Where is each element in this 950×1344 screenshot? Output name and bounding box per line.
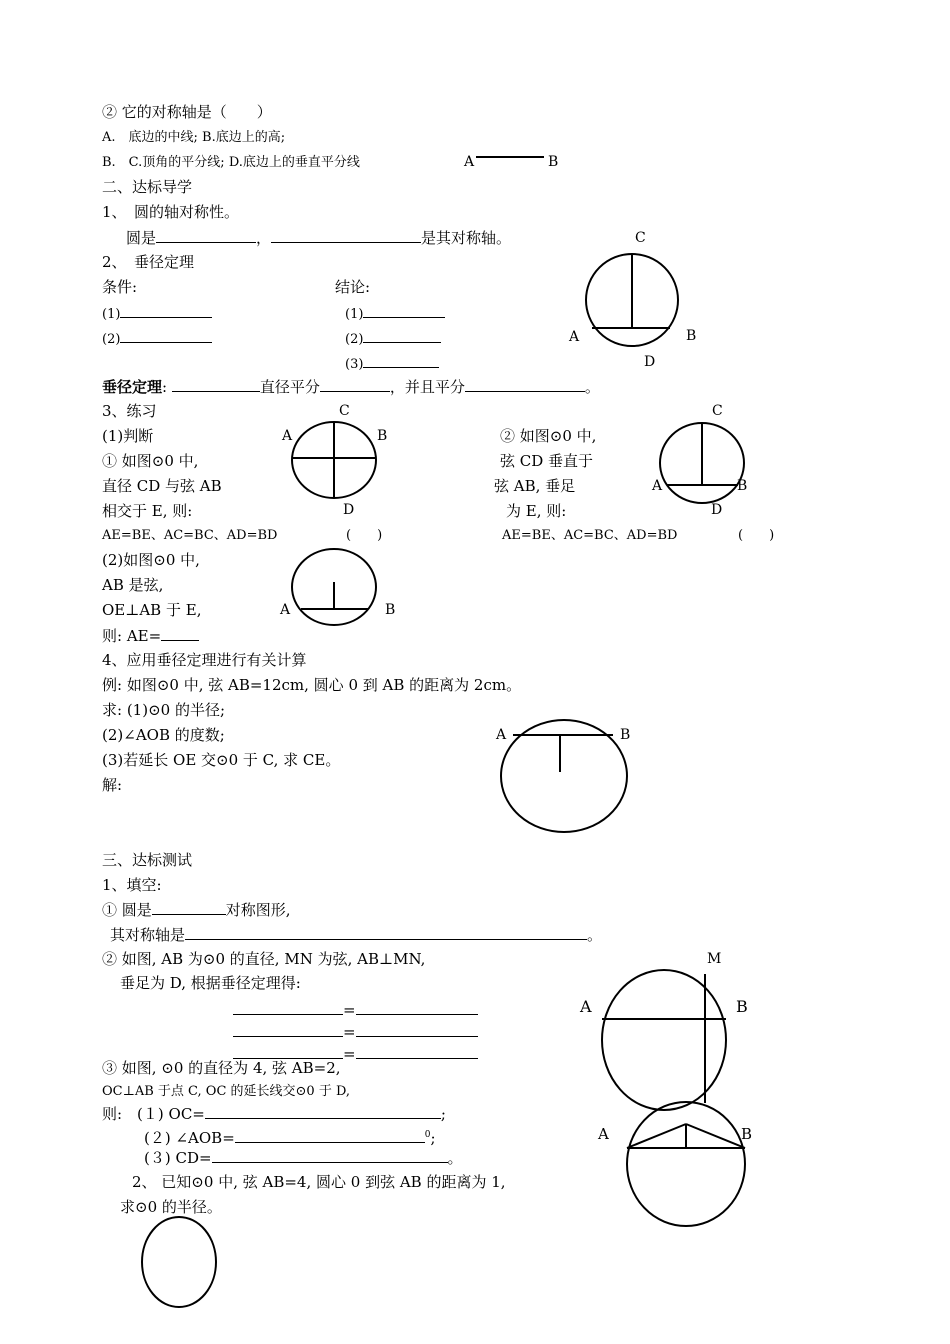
test-3d-label: (２) ∠AOB= (144, 1129, 235, 1147)
figure-circle-7 (627, 1102, 745, 1226)
label-a: A (496, 727, 507, 743)
label-c: C (712, 403, 723, 419)
figure-circle-2 (292, 422, 376, 498)
figure-circle-5 (501, 720, 627, 832)
figure-circle-3 (660, 423, 744, 503)
theorem-label: 垂径定理 (102, 378, 163, 396)
figure-circle-6 (602, 970, 726, 1110)
test-4a: 2、 已知⊙0 中, 弦 AB=4, 圆心 0 到弦 AB 的距离为 1, (132, 1173, 506, 1191)
test-1a-pre: ① 圆是 (102, 901, 152, 919)
option-line-1: A. 底边的中线; B.底边上的高; (102, 130, 286, 145)
test-1a-post: 对称图形, (225, 901, 291, 919)
test-1b-end: 。 (587, 926, 603, 944)
conclusion-1-num: (1) (345, 307, 364, 322)
section-3-heading: 三、达标测试 (102, 851, 193, 869)
test-1-heading: 1、填空: (102, 876, 162, 894)
degree-mark: 0 (424, 1130, 431, 1140)
test-3c-label: 则: (１) OC= (102, 1105, 205, 1123)
label-d: D (343, 502, 355, 518)
label-c: C (635, 230, 646, 246)
section-2-heading: 二、达标导学 (102, 178, 193, 196)
q1-heading: 1、 圆的轴对称性。 (102, 203, 240, 221)
condition-label: 条件: (102, 278, 138, 296)
theorem-colon: : (162, 378, 168, 396)
label-a: A (464, 154, 475, 170)
label-b: B (686, 328, 697, 344)
answer-paren-1: ( ) (346, 528, 383, 543)
label-a: A (652, 478, 663, 494)
conclusion-3-num: (3) (345, 357, 364, 372)
test-2b: 垂足为 D, 根据垂径定理得: (120, 974, 301, 992)
equals-sign: = (343, 1001, 356, 1019)
example-ask-3: (3)若延长 OE 交⊙0 于 C, 求 CE。 (102, 751, 341, 769)
practice-3d-label: 则: AE= (102, 627, 162, 645)
solution-label: 解: (102, 776, 123, 794)
practice-1d: AE=BE、AC=BC、AD=BD (102, 528, 278, 543)
example-ask-2: (2)∠AOB 的度数; (102, 726, 225, 744)
practice-2d: 为 E, 则: (506, 502, 567, 520)
q1-prefix: 圆是 (126, 229, 157, 247)
example-ask-1: 求: (1)⊙0 的半径; (102, 701, 226, 719)
theorem-mid: 直径平分 (259, 378, 320, 396)
practice-1a: ① 如图⊙0 中, (102, 452, 199, 470)
figure-circle-8 (142, 1217, 216, 1307)
test-3e-label: (３) CD= (144, 1149, 212, 1167)
label-b: B (385, 602, 396, 618)
practice-1c: 相交于 E, 则: (102, 502, 193, 520)
q1-mid: ， (256, 229, 272, 247)
label-b: B (620, 727, 631, 743)
example-text: 例: 如图⊙0 中, 弦 AB=12cm, 圆心 0 到 AB 的距离为 2cm。 (102, 676, 522, 694)
conclusion-label: 结论: (335, 278, 371, 296)
equals-sign: = (343, 1045, 356, 1063)
test-3b: OC⊥AB 于点 C, OC 的延长线交⊙0 于 D, (102, 1084, 351, 1099)
practice-3c: OE⊥AB 于 E, (102, 601, 202, 619)
test-3a: ③ 如图, ⊙0 的直径为 4, 弦 AB=2, (102, 1059, 341, 1077)
practice-2a: ② 如图⊙0 中, (500, 427, 597, 445)
label-m: M (707, 951, 722, 967)
label-d: D (644, 354, 656, 370)
label-b: B (548, 154, 559, 170)
equals-sign: = (343, 1023, 356, 1041)
practice-2c: 弦 AB, 垂足 (494, 477, 576, 495)
answer-paren-2: ( ) (738, 528, 775, 543)
practice-3a: (2)如图⊙0 中, (102, 551, 200, 569)
figure-circle-1 (586, 254, 678, 346)
figure-circle-4 (292, 549, 376, 625)
question-symmetry-axis: ② 它的对称轴是（ ） (102, 103, 272, 121)
option-line-2: B. C.顶角的平分线; D.底边上的垂直平分线 (102, 155, 360, 170)
practice-2b: 弦 CD 垂直于 (500, 452, 594, 470)
test-1b-pre: 其对称轴是 (110, 926, 186, 944)
practice-3b: AB 是弦, (102, 576, 164, 594)
label-a: A (282, 428, 293, 444)
label-b: B (377, 428, 388, 444)
theorem-mid2: ，并且平分 (389, 378, 465, 396)
test-3c-end: ; (440, 1105, 446, 1123)
practice-1: (1)判断 (102, 427, 154, 445)
q1-suffix: 是其对称轴。 (421, 229, 512, 247)
label-b: B (737, 478, 748, 494)
q4-heading: 4、应用垂径定理进行有关计算 (102, 651, 307, 669)
practice-2e: AE=BE、AC=BC、AD=BD (502, 528, 678, 543)
label-a: A (580, 997, 592, 1016)
label-d: D (711, 502, 723, 518)
label-a: A (280, 602, 291, 618)
test-4b: 求⊙0 的半径。 (120, 1198, 222, 1216)
theorem-end: 。 (584, 378, 600, 396)
condition-1-num: (1) (102, 307, 121, 322)
label-a: A (598, 1125, 609, 1143)
q3-heading: 3、练习 (102, 402, 157, 420)
label-c: C (339, 403, 350, 419)
test-3e-end: 。 (447, 1149, 463, 1167)
condition-2-num: (2) (102, 332, 121, 347)
conclusion-2-num: (2) (345, 332, 364, 347)
label-b: B (736, 997, 748, 1016)
q2-heading: 2、 垂径定理 (102, 253, 195, 271)
label-b: B (741, 1125, 753, 1143)
test-2a: ② 如图, AB 为⊙0 的直径, MN 为弦, AB⊥MN, (102, 950, 426, 968)
test-3d-end: ; (430, 1129, 436, 1147)
practice-1b: 直径 CD 与弦 AB (102, 477, 222, 495)
label-a: A (569, 329, 580, 345)
